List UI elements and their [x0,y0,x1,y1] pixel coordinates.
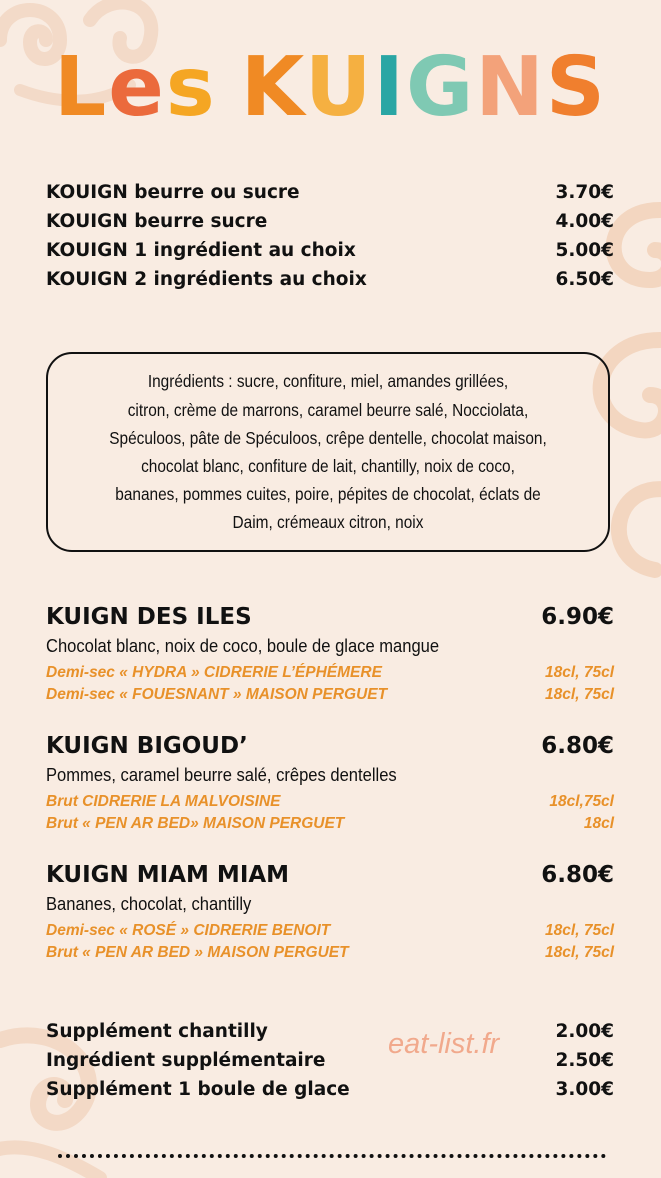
title-letter: I [373,40,406,135]
ingredients-line: Ingrédients : sucre, confiture, miel, amandes grillées, [147,371,509,392]
cider-size: 18cl, 75cl [545,664,614,681]
special-header [46,604,614,630]
ingredients-line: Spéculoos, pâte de Spéculoos, crêpe dentelle, chocolat maison, [109,427,547,448]
supplement-name: Supplément 1 boule de glace [46,1079,350,1100]
cider-label: Brut « PEN AR BED » MAISON PERGUET [46,944,349,961]
title-letter: s [165,40,217,135]
supplement-price: 2.50€ [555,1050,614,1071]
ingredients-line: Daim, crémeaux citron, noix [232,512,424,533]
title-letter: K [240,40,305,135]
ingredients-line: citron, crème de marrons, caramel beurre salé, Nocciolata, [127,399,529,420]
special-name: KUIGN MIAM MIAM [46,862,290,888]
kouign-name: KOUIGN beurre sucre [46,211,268,232]
cider-pairing [46,664,614,682]
cider-size: 18cl [583,815,614,832]
cider-label: Brut « PEN AR BED» MAISON PERGUET [46,815,345,832]
cider-size: 18cl, 75cl [545,922,614,939]
supplement-row [46,1021,614,1042]
kouign-row [46,269,614,290]
special-description: Bananes, chocolat, chantilly [46,894,252,914]
kouign-row [46,211,614,232]
supplement-row [46,1079,614,1100]
title-letter: S [545,40,607,135]
special-price: 6.80€ [541,733,614,759]
cider-size: 18cl, 75cl [545,944,614,961]
ingredients-line: chocolat blanc, confiture de lait, chantilly, noix de coco, [141,456,515,476]
kouign-row [46,240,614,261]
watermark: eat-list.fr [388,1028,500,1060]
kouign-price: 3.70€ [555,182,614,203]
cider-label: Demi-sec « ROSÉ » CIDRERIE BENOIT [46,922,331,939]
cider-pairing [46,944,614,962]
supplement-price: 2.00€ [555,1021,614,1042]
title-letter: L [54,40,109,135]
title-letter: e [108,40,166,135]
supplement-name: Ingrédient supplémentaire [46,1050,326,1071]
ingredients-line: bananes, pommes cuites, poire, pépites de chocolat, éclats de [115,484,541,505]
cider-pairing [46,686,614,704]
kouign-price: 6.50€ [555,269,614,290]
cider-pairing [46,815,614,833]
special-description: Chocolat blanc, noix de coco, boule de glace mangue [46,636,440,656]
special-price: 6.80€ [541,862,614,888]
special-description: Pommes, caramel beurre salé, crêpes dentelles [46,765,397,785]
special-name: KUIGN BIGOUD’ [46,733,248,759]
supplement-price: 3.00€ [555,1079,614,1100]
page-title [0,38,661,138]
supplement-name: Supplément chantilly [46,1021,268,1042]
title-letter: U [304,40,374,135]
cider-label: Brut CIDRERIE LA MALVOISINE [46,793,281,810]
cider-size: 18cl,75cl [549,793,614,810]
kouign-name: KOUIGN 1 ingrédient au choix [46,240,356,261]
special-name: KUIGN DES ILES [46,604,252,630]
cider-label: Demi-sec « HYDRA » CIDRERIE L’ÉPHÉMERE [46,664,382,681]
kouign-name: KOUIGN 2 ingrédients au choix [46,269,367,290]
special-price: 6.90€ [541,604,614,630]
cider-size: 18cl, 75cl [545,686,614,703]
kouign-price: 5.00€ [555,240,614,261]
special-header [46,733,614,759]
special-header [46,862,614,888]
kouign-name: KOUIGN beurre ou sucre [46,182,300,203]
kouign-row [46,182,614,203]
title-letter: N [475,40,546,135]
supplement-row [46,1050,614,1071]
title-letter: G [405,40,476,135]
ingredients-box [46,352,610,552]
kouign-price: 4.00€ [555,211,614,232]
cider-label: Demi-sec « FOUESNANT » MAISON PERGUET [46,686,388,703]
cider-pairing [46,793,614,811]
ingredients-text [99,367,557,536]
dotted-divider [58,1154,606,1158]
cider-pairing [46,922,614,940]
